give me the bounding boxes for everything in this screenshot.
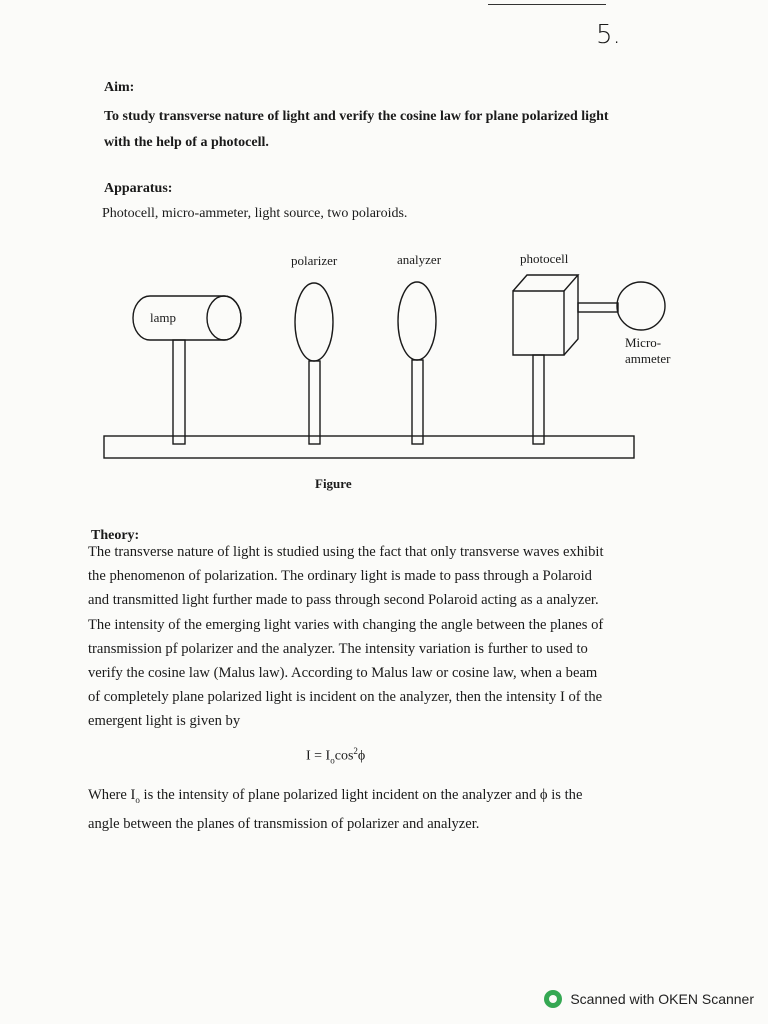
where-part-1: Where I: [88, 787, 136, 803]
apparatus-text: Photocell, micro-ammeter, light source, two polaroids.: [102, 206, 408, 221]
polarizer-disc: [295, 283, 333, 361]
lamp-face: [207, 296, 241, 340]
top-rule: [488, 4, 606, 5]
where-part-2: is the intensity of plane polarized light incident on the analyzer and ϕ is the angle between the planes of transmission of polarizer and analyzer.: [88, 787, 583, 832]
photocell-stand: [533, 355, 544, 444]
scanner-watermark: [544, 990, 754, 1008]
scanner-text: Scanned with OKEN Scanner: [570, 991, 754, 1007]
where-paragraph: [88, 783, 608, 836]
connector: [578, 303, 618, 312]
oken-logo-icon: [544, 990, 562, 1008]
micro-ammeter-dial: [617, 282, 665, 330]
formula-phi: ϕ: [357, 748, 366, 764]
photocell-side: [564, 275, 578, 355]
photocell-front: [513, 291, 564, 355]
formula-sub: o: [330, 755, 335, 766]
formula-cos: cos: [334, 748, 354, 764]
analyzer-label: analyzer: [397, 252, 442, 267]
apparatus-heading: Apparatus:: [104, 181, 173, 196]
polarizer-stand: [309, 361, 320, 444]
optical-bench: [104, 436, 634, 458]
analyzer-disc: [398, 282, 436, 360]
page-number: 5.: [596, 20, 621, 50]
polarizer-label: polarizer: [291, 253, 338, 268]
aim-text: To study transverse nature of light and verify the cosine law for plane polarized light with the help of a photocell.: [104, 109, 609, 150]
figure-caption: Figure: [315, 476, 352, 491]
micro-ammeter-label-1: Micro-: [625, 335, 662, 350]
where-sub: o: [135, 794, 140, 805]
photocell-top: [513, 275, 578, 291]
formula-sup: 2: [353, 746, 358, 756]
formula-lhs: I = I: [306, 748, 331, 764]
analyzer-stand: [412, 360, 423, 444]
photocell-label: photocell: [520, 251, 569, 266]
theory-heading: Theory:: [91, 528, 140, 543]
lamp-label: lamp: [150, 310, 176, 325]
apparatus-figure: [0, 240, 768, 500]
micro-ammeter-label-2: ammeter: [625, 351, 671, 366]
theory-text: The transverse nature of light is studied using the fact that only transverse waves exhibit the phenomenon of polarization. The ordinary light is made to pass through a Polaroid and transmitted light further made to pass through second Polaroid acting as a analyzer. The intensity of the emerging light varies with changing the angle between the planes of transmission pf polarizer and the analyzer. The intensity variation is further to used to verify the cosine law (Malus law). According to Malus law or cosine law, when a beam of completely plane polarized light is incident on the analyzer, then the intensity I of the emergent light is given by: [88, 544, 604, 730]
lamp-stand: [173, 340, 185, 444]
malus-law-formula: [306, 746, 365, 765]
aim-heading: Aim:: [104, 80, 135, 95]
